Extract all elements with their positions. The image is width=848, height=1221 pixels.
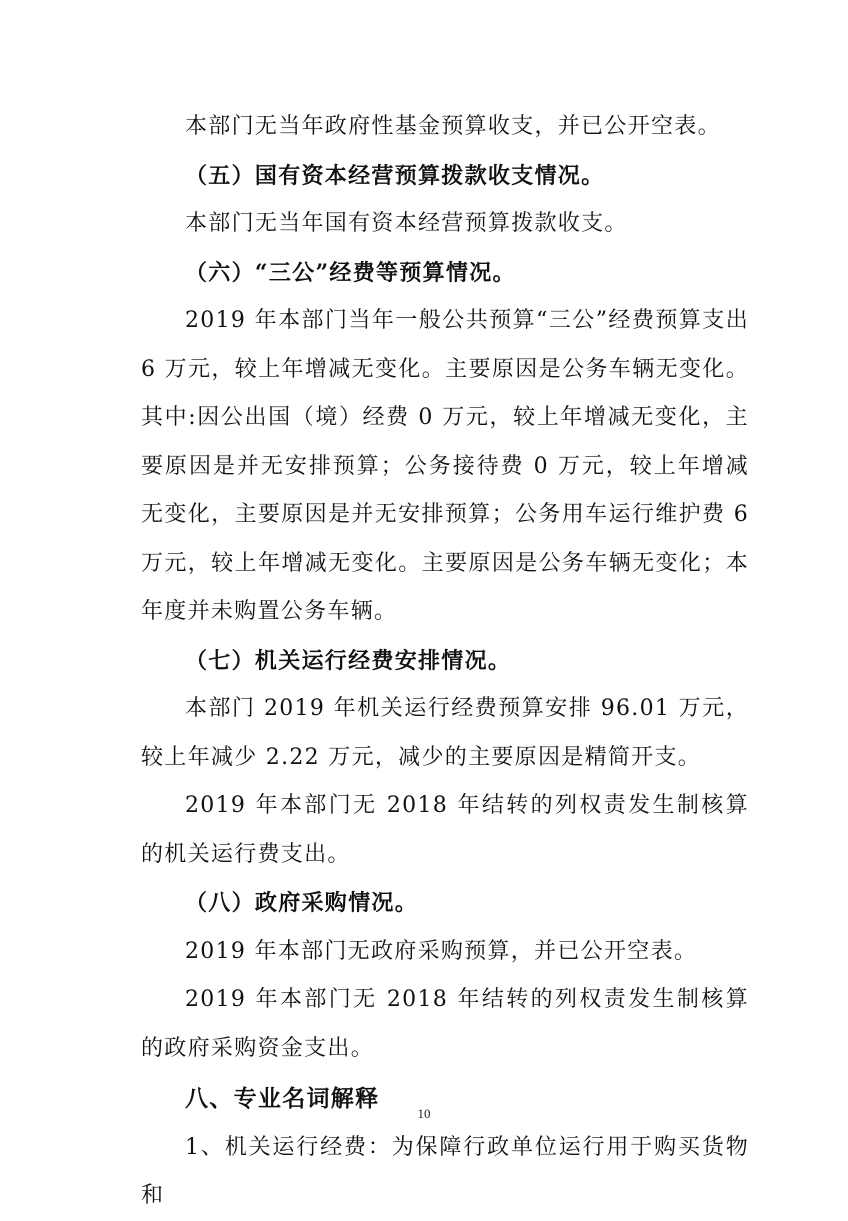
paragraph-three-public-expenses: 2019 年本部门当年一般公共预算“三公”经费预算支出 6 万元，较上年增减无变化。主要原因是公务车辆无变化。其中:因公出国（境）经费 0 万元，较上年增减无变化，主要原因是并无安排预算；公务接待费 0 万元，较上年增减无变化，主要原因是并无安排预算；公务用车运行维护费 6 万元，较上年增减无变化。主要原因是公务车辆无变化；本年度并未购置公务车辆。 [141, 308, 749, 624]
heading-three-public-expenses: （六）“三公”经费等预算情况。 [185, 259, 516, 286]
paragraph-procurement-carryover: 2019 年本部门无 2018 年结转的列权责发生制核算的政府采购资金支出。 [141, 987, 749, 1061]
heading-government-procurement: （八）政府采购情况。 [185, 890, 419, 916]
section-title-terminology: 八、专业名词解释 [185, 1086, 380, 1112]
paragraph-state-capital-note: 本部门无当年国有资本经营预算拨款收支。 [185, 211, 628, 236]
paragraph-fund-budget-note: 本部门无当年政府性基金预算收支，并已公开空表。 [185, 114, 721, 139]
paragraph-operating-expenses-carryover: 2019 年本部门无 2018 年结转的列权责发生制核算的机关运行费支出。 [141, 793, 749, 867]
document-body [141, 103, 749, 1221]
paragraph-term-definition: 1、机关运行经费：为保障行政单位运行用于购买货物和 [141, 1134, 749, 1208]
paragraph-operating-expenses-budget: 本部门 2019 年机关运行经费预算安排 96.01 万元，较上年减少 2.22 万元，减少的主要原因是精简开支。 [141, 696, 749, 770]
page-number: 10 [417, 1106, 431, 1121]
heading-state-capital-budget: （五）国有资本经营预算拨款收支情况。 [185, 162, 605, 189]
paragraph-procurement-budget: 2019 年本部门无政府采购预算，并已公开空表。 [185, 938, 698, 964]
heading-operating-expenses: （七）机关运行经费安排情况。 [185, 647, 512, 674]
